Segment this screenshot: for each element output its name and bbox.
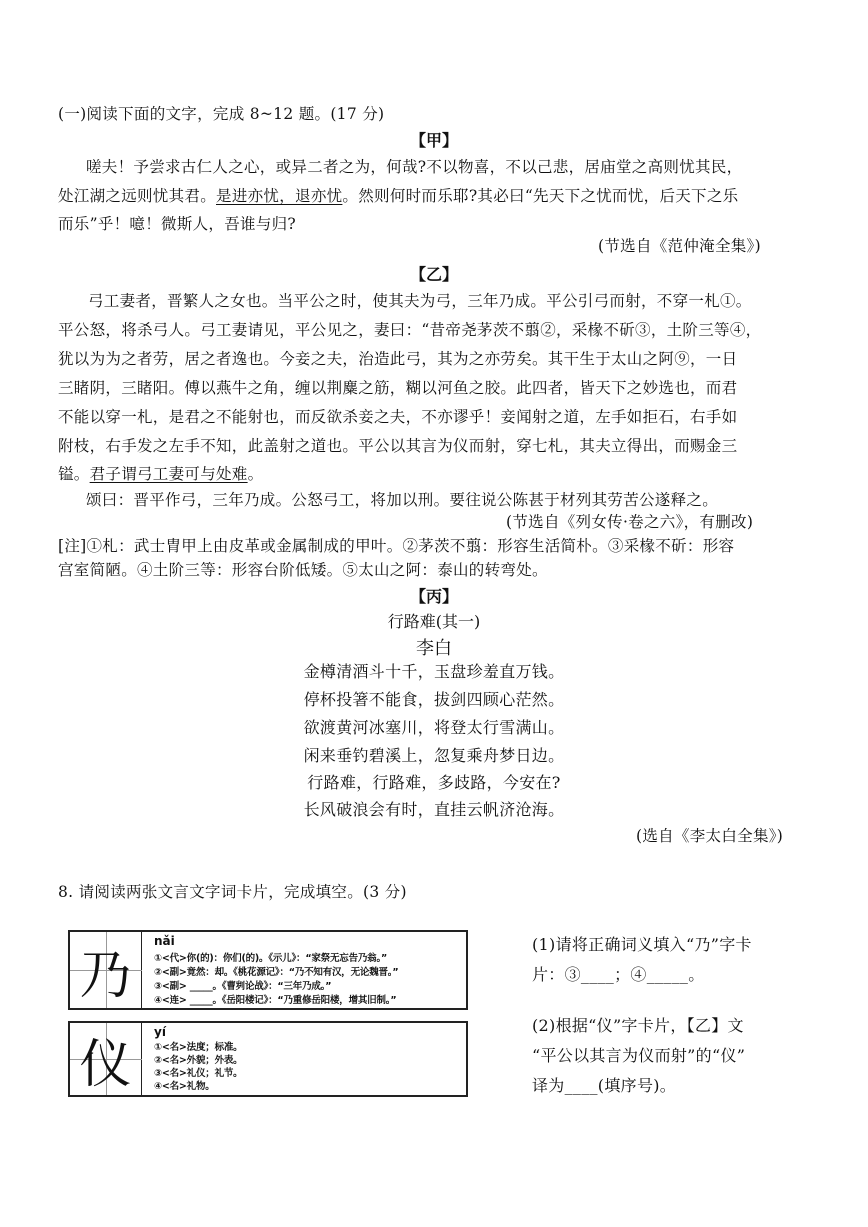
- card-character: 仪: [70, 1023, 142, 1095]
- passage-yi-line: 镒。君子谓弓工妻可与处难。: [58, 465, 264, 483]
- passage-yi-line: 平公怒，将杀弓人。弓工妻请见，平公见之，妻曰：“昔帝尧茅茨不翦②，采椽不斫③，土阶三等④，: [58, 321, 762, 339]
- poem-line: 行路难，行路难，多歧路，今安在?: [307, 773, 561, 792]
- section-intro: (一)阅读下面的文字，完成 8~12 题。(17 分): [58, 105, 385, 123]
- card-definition: ③<副> _____。《曹刿论战》：“三年乃成。”: [154, 981, 332, 992]
- card-definition: ②<副>竟然：却。《桃花源记》：“乃不知有汉，无论魏晋。”: [154, 967, 399, 978]
- card-character: 乃: [70, 932, 142, 1008]
- poem-line: 金樽清酒斗十千，玉盘珍羞直万钱。: [303, 662, 565, 681]
- passage-jia-line: 处江湖之远则忧其君。是进亦忧，退亦忧。然则何时而乐耶?其必曰“先天下之忧而忧，后天下之乐: [58, 187, 739, 205]
- passage-yi-note: 宫室简陋。④土阶三等：形容台阶低矮。⑤太山之阿：泰山的转弯处。: [58, 561, 548, 579]
- poem-author: 李白: [416, 638, 452, 659]
- passage-yi-line: 犹以为为之者劳，居之者逸也。今妾之夫，治造此弓，其为之亦劳矣。其干生于太山之阿⑨，一日: [58, 350, 738, 368]
- question-8-stem: 8. 请阅读两张文言文字词卡片，完成填空。(3 分): [58, 883, 407, 901]
- passage-jia-label: 【甲】: [410, 131, 459, 150]
- question-8-part-2: (2)根据“仪”字卡片，【乙】文: [532, 1016, 744, 1035]
- passage-yi-note: [注]①札：武士胄甲上由皮革或金属制成的甲叶。②茅茨不翦：形容生活简朴。③采椽不斫：形容: [58, 537, 735, 555]
- question-8-part-1-blanks: 片：③____；④_____。: [532, 965, 705, 984]
- passage-jia-line: 嗟夫！予尝求古仁人之心，或异二者之为，何哉?不以物喜，不以己悲，居庙堂之高则忧其民，: [86, 158, 743, 176]
- question-8-part-1: (1)请将正确词义填入“乃”字卡: [532, 935, 752, 954]
- passage-yi-line: 附枝，右手发之左手不知，此盖射之道也。平公以其言为仪而射，穿七札，其夫立得出，而赐金三: [58, 437, 738, 455]
- card-definition: ④<连> _____。《岳阳楼记》：“乃重修岳阳楼，增其旧制。”: [154, 995, 397, 1006]
- passage-yi-line: 弓工妻者，晋繁人之女也。当平公之时，使其夫为弓，三年乃成。平公引弓而射，不穿一札①。: [88, 292, 752, 310]
- passage-yi-label: 【乙】: [410, 265, 459, 284]
- word-card-yi: [68, 1021, 468, 1097]
- poem-line: 闲来垂钓碧溪上，忽复乘舟梦日边。: [303, 746, 565, 765]
- card-definition: ②<名>外貌；外表。: [154, 1055, 243, 1066]
- card-definition: ③<名>礼仪；礼节。: [154, 1068, 243, 1079]
- question-8-part-2-phrase: “平公以其言为仪而射”的“仪”: [532, 1046, 746, 1065]
- passage-bing-label: 【丙】: [409, 587, 458, 606]
- passage-jia-source: (节选自《范仲淹全集》): [598, 237, 761, 255]
- passage-bing-source: (选自《李太白全集》): [636, 827, 784, 845]
- card-definition: ①<代>你(的)：你们(的)。《示儿》：“家祭无忘告乃翁。”: [154, 953, 388, 964]
- underlined-phrase: 君子谓弓工妻可与处难: [89, 465, 248, 483]
- card-definition: ④<名>礼物。: [154, 1081, 215, 1092]
- poem-title: 行路难(其一): [387, 612, 481, 631]
- underlined-phrase: 是进亦忧，退亦忧: [216, 187, 343, 205]
- card-pinyin: nǎi: [154, 934, 175, 948]
- passage-jia-line: 而乐”乎！噫！微斯人，吾谁与归?: [58, 215, 297, 233]
- passage-yi-line: 三睹阴，三睹阳。傅以燕牛之角，缠以荆麋之筋，糊以河鱼之胶。此四者，皆天下之妙选也，而君: [58, 379, 738, 397]
- passage-yi-source: (节选自《列女传·卷之六》，有删改): [506, 513, 754, 531]
- card-pinyin: yí: [154, 1025, 166, 1039]
- poem-line: 欲渡黄河冰塞川，将登太行雪满山。: [303, 718, 565, 737]
- poem-line: 长风破浪会有时，直挂云帆济沧海。: [303, 800, 565, 819]
- poem-line: 停杯投箸不能食，拔剑四顾心茫然。: [303, 690, 565, 709]
- word-card-nai: [68, 930, 468, 1010]
- passage-yi-line: 不能以穿一札，是君之不能射也，而反欲杀妾之夫，不亦谬乎！妾闻射之道，左手如拒石，右手如: [58, 408, 738, 426]
- card-definition: ①<名>法度；标准。: [154, 1042, 243, 1053]
- question-8-part-2-blank: 译为____(填序号)。: [532, 1076, 677, 1095]
- passage-yi-line: 颂曰：晋平作弓，三年乃成。公怒弓工，将加以刑。要往说公陈甚于材列其劳苦公遂释之。: [86, 491, 719, 509]
